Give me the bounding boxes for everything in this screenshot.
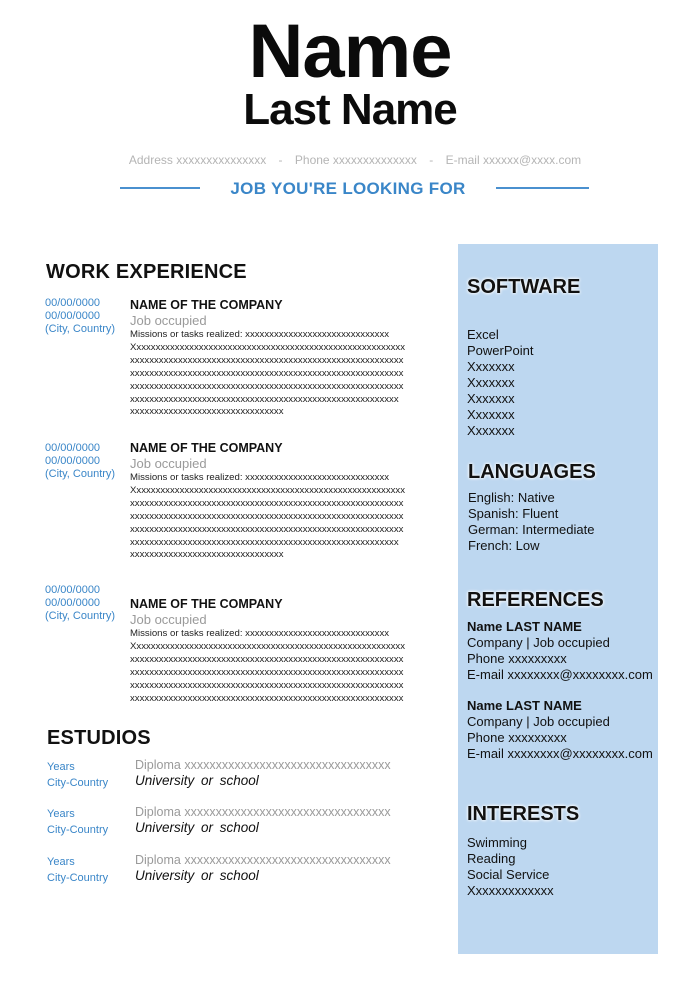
reference-company: Company | Job occupied: [467, 635, 610, 650]
job-position: Job occupied: [130, 456, 207, 471]
language-item: Spanish: Fluent: [468, 506, 559, 521]
reference-phone: Phone xxxxxxxxx: [467, 730, 567, 745]
date-start: 00/00/0000: [45, 297, 101, 309]
reference-name: Name LAST NAME: [467, 619, 582, 634]
company-name: NAME OF THE COMPANY: [130, 597, 283, 611]
education-location: City-Country: [47, 872, 109, 884]
interests-list: [467, 835, 657, 899]
job-title-rule-right: [496, 187, 589, 189]
task-line: Xxxxxxxxxxxxxxxxxxxxxxxxxxxxxxxxxxxxxxxxxxxxxxxxxxxxxxxxx: [130, 484, 406, 496]
reference-email: E-mail xxxxxxxx@xxxxxxxx.com: [467, 667, 653, 682]
task-line: xxxxxxxxxxxxxxxxxxxxxxxxxxxxxxxxxxxxxxxxxxxxxxxxxxxxxxxxx: [130, 354, 404, 366]
work-dates: [45, 442, 115, 481]
task-line: xxxxxxxxxxxxxxxxxxxxxxxxxxxxxxxxxxxxxxxxxxxxxxxxxxxxxxxxx: [130, 679, 404, 691]
software-item: Xxxxxxx: [467, 423, 515, 438]
software-item: Xxxxxxx: [467, 407, 515, 422]
last-name: Last Name: [243, 85, 457, 134]
language-item: German: Intermediate: [468, 522, 595, 537]
education-diploma: Diploma xxxxxxxxxxxxxxxxxxxxxxxxxxxxxxxxx: [135, 805, 391, 819]
task-line: xxxxxxxxxxxxxxxxxxxxxxxxxxxxxxxxxxxxxxxxxxxxxxxxxxxxxxxxx: [130, 510, 404, 522]
job-title: JOB YOU'RE LOOKING FOR: [230, 179, 466, 198]
education-years: Years: [47, 761, 75, 773]
references-heading: REFERENCES: [467, 589, 604, 611]
job-position: Job occupied: [130, 612, 207, 627]
date-end: 00/00/0000: [45, 310, 101, 322]
reference-entry: [467, 619, 657, 683]
work-dates: [45, 297, 115, 336]
date-start: 00/00/0000: [45, 442, 101, 454]
reference-name: Name LAST NAME: [467, 698, 582, 713]
education-location: City-Country: [47, 777, 109, 789]
software-item: Excel: [467, 327, 499, 342]
task-line: xxxxxxxxxxxxxxxxxxxxxxxxxxxxxxxxxxxxxxxxxxxxxxxxxxxxxxxxx: [130, 692, 404, 704]
education-diploma: Diploma xxxxxxxxxxxxxxxxxxxxxxxxxxxxxxxxx: [135, 758, 391, 772]
task-line: Missions or tasks realized: xxxxxxxxxxxxxxxxxxxxxxxxxxxxxx: [130, 329, 390, 340]
task-line: xxxxxxxxxxxxxxxxxxxxxxxxxxxxxxxxxxxxxxxxxxxxxxxxxxxxxxxxx: [130, 666, 404, 678]
education-school: University or school: [135, 820, 259, 835]
language-item: English: Native: [468, 490, 555, 505]
education-years: Years: [47, 808, 75, 820]
reference-company: Company | Job occupied: [467, 714, 610, 729]
task-line: Xxxxxxxxxxxxxxxxxxxxxxxxxxxxxxxxxxxxxxxxxxxxxxxxxxxxxxxxx: [130, 640, 406, 652]
education-location: City-Country: [47, 824, 109, 836]
interest-item: Social Service: [467, 867, 550, 882]
contact-separator: -: [429, 153, 434, 167]
languages-list: [468, 490, 658, 554]
software-item: Xxxxxxx: [467, 391, 515, 406]
task-line: xxxxxxxxxxxxxxxxxxxxxxxxxxxxxxxx: [130, 549, 284, 561]
task-line: xxxxxxxxxxxxxxxxxxxxxxxxxxxxxxxxxxxxxxxxxxxxxxxxxxxxxxxxx: [130, 367, 404, 379]
language-item: French: Low: [468, 538, 540, 553]
reference-entry: [467, 698, 657, 762]
work-location: (City, Country): [45, 468, 116, 480]
task-line: xxxxxxxxxxxxxxxxxxxxxxxxxxxxxxxxxxxxxxxxxxxxxxxxxxxxxxxx: [130, 393, 399, 405]
task-line: Missions or tasks realized: xxxxxxxxxxxxxxxxxxxxxxxxxxxxxx: [130, 472, 390, 483]
date-start: 00/00/0000: [45, 584, 101, 596]
job-position: Job occupied: [130, 313, 207, 328]
education-diploma: Diploma xxxxxxxxxxxxxxxxxxxxxxxxxxxxxxxxx: [135, 853, 391, 867]
company-name: NAME OF THE COMPANY: [130, 298, 283, 312]
address-text: Address xxxxxxxxxxxxxxx: [128, 153, 267, 167]
job-title-rule-left: [120, 187, 200, 189]
software-item: Xxxxxxx: [467, 375, 515, 390]
date-end: 00/00/0000: [45, 455, 101, 467]
work-dates: [45, 584, 115, 623]
reference-email: E-mail xxxxxxxx@xxxxxxxx.com: [467, 746, 653, 761]
software-list: [467, 327, 657, 439]
contact-separator: -: [278, 153, 283, 167]
software-item: Xxxxxxx: [467, 359, 515, 374]
work-experience-heading: WORK EXPERIENCE: [46, 261, 247, 283]
work-location: (City, Country): [45, 323, 116, 335]
date-end: 00/00/0000: [45, 597, 101, 609]
interest-item: Xxxxxxxxxxxxx: [467, 883, 554, 898]
reference-phone: Phone xxxxxxxxx: [467, 651, 567, 666]
phone-text: Phone xxxxxxxxxxxxxx: [294, 153, 417, 167]
task-line: xxxxxxxxxxxxxxxxxxxxxxxxxxxxxxxxxxxxxxxxxxxxxxxxxxxxxxxxx: [130, 523, 404, 535]
task-line: Missions or tasks realized: xxxxxxxxxxxxxxxxxxxxxxxxxxxxxx: [130, 628, 390, 639]
company-name: NAME OF THE COMPANY: [130, 441, 283, 455]
software-item: PowerPoint: [467, 343, 534, 358]
interest-item: Swimming: [467, 835, 527, 850]
software-heading: SOFTWARE: [467, 276, 581, 298]
languages-heading: LANGUAGES: [468, 461, 596, 483]
education-school: University or school: [135, 868, 259, 883]
education-heading: ESTUDIOS: [47, 727, 151, 749]
education-years: Years: [47, 856, 75, 868]
task-line: Xxxxxxxxxxxxxxxxxxxxxxxxxxxxxxxxxxxxxxxxxxxxxxxxxxxxxxxxx: [130, 341, 406, 353]
task-line: xxxxxxxxxxxxxxxxxxxxxxxxxxxxxxxx: [130, 406, 284, 418]
task-line: xxxxxxxxxxxxxxxxxxxxxxxxxxxxxxxxxxxxxxxxxxxxxxxxxxxxxxxx: [130, 536, 399, 548]
sidebar-panel: [458, 244, 658, 954]
task-line: xxxxxxxxxxxxxxxxxxxxxxxxxxxxxxxxxxxxxxxxxxxxxxxxxxxxxxxxx: [130, 653, 404, 665]
interests-heading: INTERESTS: [467, 803, 580, 825]
education-school: University or school: [135, 773, 259, 788]
email-text: E-mail xxxxxx@xxxx.com: [445, 153, 582, 167]
interest-item: Reading: [467, 851, 516, 866]
first-name: Name: [248, 9, 452, 94]
task-line: xxxxxxxxxxxxxxxxxxxxxxxxxxxxxxxxxxxxxxxxxxxxxxxxxxxxxxxxx: [130, 380, 404, 392]
work-location: (City, Country): [45, 610, 116, 622]
task-line: xxxxxxxxxxxxxxxxxxxxxxxxxxxxxxxxxxxxxxxxxxxxxxxxxxxxxxxxx: [130, 497, 404, 509]
contact-line: [0, 153, 700, 167]
